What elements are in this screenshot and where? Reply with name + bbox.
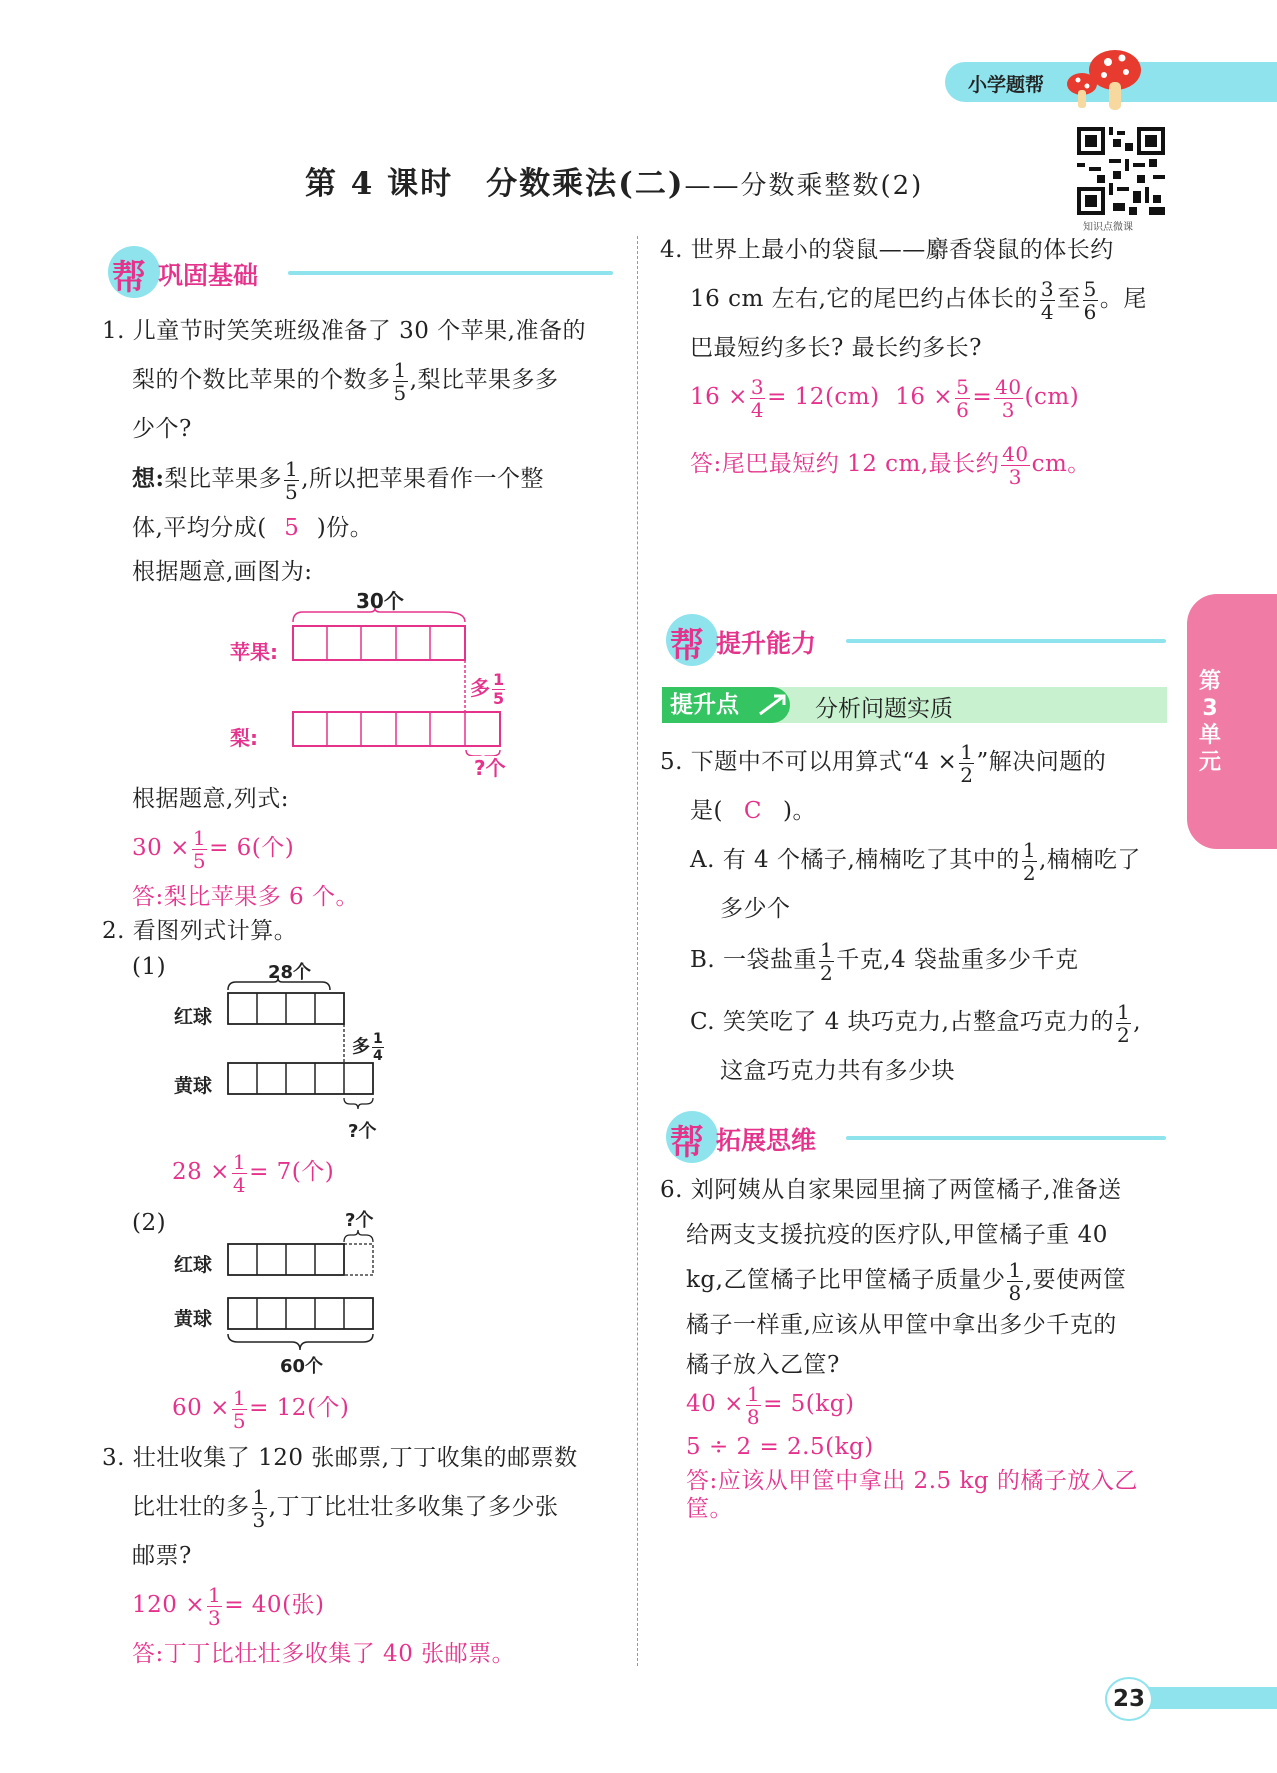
q6-formula-1: 40 × $\frac{1}{8}$ = 5(kg) [686,1381,855,1429]
bang-badge: 帮 [666,614,718,666]
q1-line-a: 1. 儿童节时笑笑班级准备了 30 个苹果,准备的 [102,318,586,344]
q2-p2-bar-diagram [226,1230,386,1355]
section-line [846,639,1166,643]
q6-line-c: kg,乙筐橘子比甲筐橘子质量少 $\frac{1}{8}$ ,要使两筐 [686,1257,1127,1305]
page-number: 23 [1105,1677,1153,1721]
q5-option-b: B. 一袋盐重 $\frac{1}{2}$ 千克,4 袋盐重多少千克 [690,937,1079,985]
q2-p1-formula: 28 × $\frac{1}{4}$ = 7(个) [172,1149,335,1197]
q6-formula-2: 5 ÷ 2 = 2.5(kg) [686,1434,874,1460]
question-6 [660,1168,1180,1523]
q2-p1-yellow-label: 黄球 [174,1075,213,1097]
title-sub: ——分数乘整数(2) [684,171,924,201]
q2-p2-yellow-label: 黄球 [174,1308,213,1330]
q6-answer: 答:应该从甲筐中拿出 2.5 kg 的橘子放入乙筐。 [686,1468,1138,1522]
q6-line-a: 6. 刘阿姨从自家果园里摘了两筐橘子,准备送 [660,1177,1122,1203]
section-expand-header [666,1111,1166,1161]
q2-part1-label: (1) [132,954,167,980]
q1-answer: 答:梨比苹果多 6 个。 [132,884,360,910]
q2-part2-label: (2) [132,1210,167,1236]
section-improve-label: 提升能力 [716,629,817,658]
title-main: 第 4 课时 分数乘法(二) [305,166,685,202]
q2-p2-total: 60个 [280,1356,324,1377]
q6-line-b: 给两支支援抗疫的医疗队,甲筐橘子重 40 [686,1222,1108,1248]
q5-option-a: A. 有 4 个橘子,楠楠吃了其中的 $\frac{1}{2}$ ,楠楠吃了 [690,837,1141,885]
improve-point-tag: 提升点 [662,687,790,723]
column-divider [637,236,638,1666]
q3-answer: 答:丁丁比壮壮多收集了 40 张邮票。 [132,1641,516,1667]
q3-formula: 120 × $\frac{1}{3}$ = 40(张) [132,1582,325,1630]
section-basic-header [108,246,613,296]
q2-p1-red-label: 红球 [174,1006,213,1028]
diagram-question-label: ?个 [474,756,506,780]
section-basic-label: 巩固基础 [158,261,259,290]
q1-line-c: 少个? [132,416,192,442]
q1-bar-diagram [290,608,510,756]
bang-badge: 帮 [666,1111,718,1163]
diagram-total-label: 30个 [356,589,404,613]
diagram-more-label: 多 $\frac{1}{5}$ [470,670,505,708]
q5-option-c-cont: 这盒巧克力共有多少块 [720,1058,955,1084]
q5-option-c: C. 笑笑吃了 4 块巧克力,占整盒巧克力的 $\frac{1}{2}$ , [690,999,1142,1047]
q4-line-b: 16 cm 左右,它的尾巴约占体长的 $\frac{3}{4}$ 至 $\frac{5}{6}$ 。尾 [690,276,1147,324]
q1-formula: 30 × $\frac{1}{5}$ = 6(个) [132,825,295,873]
section-line [288,271,613,275]
lesson-title [305,158,923,203]
q1-solution [132,775,632,922]
q1-list-label: 根据题意,列式: [132,786,290,812]
q2-p2-red-label: 红球 [174,1254,213,1276]
q1-blank-answer: 5 [284,515,300,541]
q1-think-b: 体,平均分成( 5 )份。 [102,504,622,553]
brand-name: 小学题帮 [968,74,1045,96]
q3-line-c: 邮票? [132,1543,192,1569]
diagram-pear-label: 梨: [230,726,258,750]
qr-code-icon [1077,127,1165,215]
q5-blank-answer: C [743,798,763,824]
q3-line-a: 3. 壮壮收集了 120 张邮票,丁丁收集的邮票数 [102,1445,578,1471]
section-line [846,1136,1166,1140]
question-4 [660,226,1180,489]
q3-line-b: 比壮壮的多 $\frac{1}{3}$ ,丁丁比壮壮多收集了多少张 [132,1484,559,1532]
bang-badge: 帮 [108,246,160,298]
q4-answer: 答:尾巴最短约 12 cm,最长约 $\frac{40}{3}$ cm。 [690,441,1091,489]
qr-caption: 知识点微课 [1083,222,1133,233]
improve-point-text: 分析问题实质 [815,696,953,722]
q5-line-b: 是( C )。 [660,787,1180,836]
q2-p1-total: 28个 [268,962,312,983]
section-expand-label: 拓展思维 [716,1126,817,1155]
q4-formula: 16 × $\frac{3}{4}$ = 12(cm) 16 × $\frac{5}{6}$ = $\frac{40}{3}$ (cm) [690,374,1080,422]
question-2: 2. 看图列式计算。 [102,918,298,944]
section-improve-header [666,614,1166,664]
q4-line-c: 巴最短约多长? 最长约多长? [690,335,982,361]
question-1 [102,307,622,591]
question-5 [660,738,1180,1096]
q2-p1-bar-diagram [226,978,386,1118]
mushroom-icon [1060,42,1145,114]
unit-side-tab-label: 第3单元 [1198,669,1221,775]
q1-draw-label: 根据题意,画图为: [132,559,313,585]
q1-think-a: 想:梨比苹果多 $\frac{1}{5}$ ,所以把苹果看作一个整 [132,456,545,504]
q6-line-d: 橘子一样重,应该从甲筐中拿出多少千克的 [686,1312,1117,1338]
q2-p1-more: 多 $\frac{1}{4}$ [352,1031,383,1064]
q2-p2-formula: 60 × $\frac{1}{5}$ = 12(个) [172,1385,350,1433]
arrow-icon [756,692,790,718]
q2-p2-question: ?个 [345,1210,374,1231]
q5-line-a: 5. 下题中不可以用算式“4 × $\frac{1}{2}$ ”解决问题的 [660,739,1107,787]
q2-p1-question: ?个 [348,1121,377,1142]
q6-line-e: 橘子放入乙筐? [686,1352,840,1378]
diagram-apple-label: 苹果: [230,640,278,664]
q5-option-a-cont: 多少个 [720,896,791,922]
q4-line-a: 4. 世界上最小的袋鼠——麝香袋鼠的体长约 [660,237,1114,263]
q1-line-b: 梨的个数比苹果的个数多 $\frac{1}{5}$ ,梨比苹果多多 [132,357,559,405]
question-3 [102,1434,622,1679]
